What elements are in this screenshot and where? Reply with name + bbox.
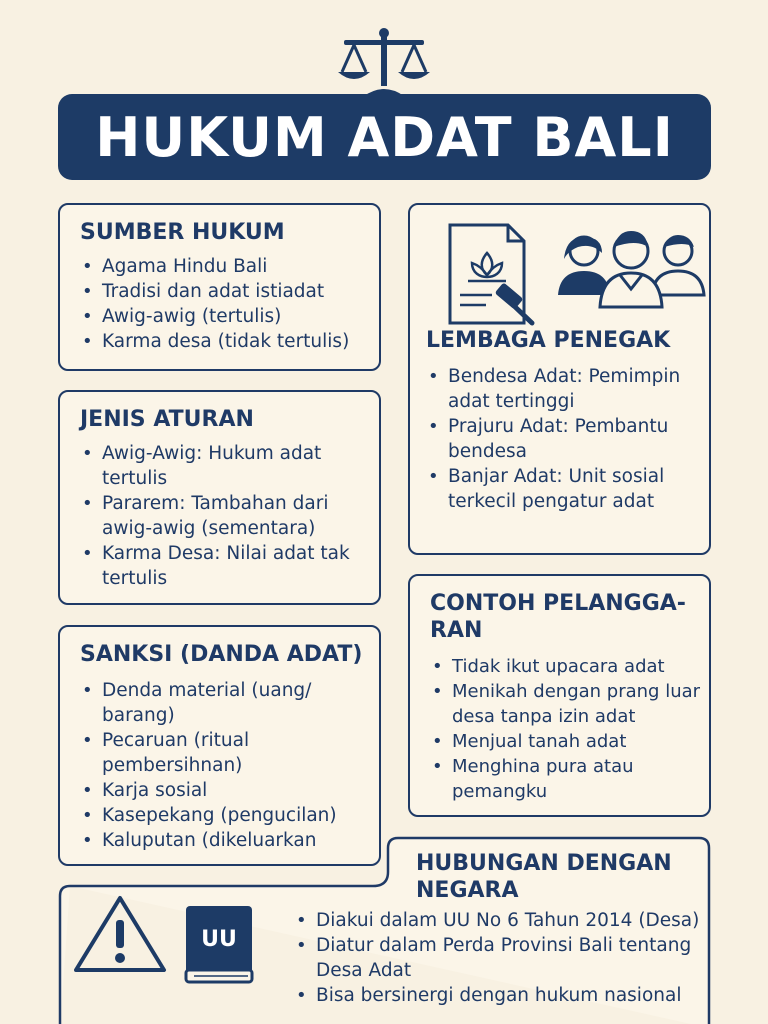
list-item: • Pecaruan (ritual pembersihnan) [80,728,369,778]
lembaga-list [426,364,699,514]
list-item: • Karma Desa: Nilai adat tak tertulis [80,541,363,591]
hubungan-heading: HUBUNGAN DENGAN NEGARA [416,851,672,903]
balance-scale-icon [334,24,434,96]
list-item: • Prajuru Adat: Pembantu bendesa [426,414,699,464]
lembaga-heading: LEMBAGA PENEGAK [426,328,671,353]
list-item: • Kasepekang (pengucilan) [80,803,369,828]
list-item: • Diatur dalam Perda Provinsi Bali tentang Desa Adat [294,933,704,983]
jenis-aturan-card [58,390,381,605]
list-item: • Karma desa (tidak tertulis) [80,329,363,354]
contoh-pelanggaran-card [408,574,711,817]
list-item: • Tidak ikut upacara adat [430,654,701,679]
warning-triangle-icon [72,894,168,974]
list-item: • Diakui dalam UU No 6 Tahun 2014 (Desa) [294,908,704,933]
jenis-list [80,441,363,591]
list-item: • Banjar Adat: Unit sosial terkecil pengatur adat [426,464,699,514]
law-book-icon [182,904,258,990]
list-item: • Awig-Awig: Hukum adat tertulis [80,441,363,491]
list-item: • Pararem: Tambahan dari awig-awig (sementara) [80,491,363,541]
list-item: • Agama Hindu Bali [80,254,363,279]
contoh-list [430,654,701,804]
hubungan-list [294,908,704,1008]
lembaga-illustration [426,205,699,327]
hubungan-negara-card [58,836,711,1024]
jenis-heading: JENIS ATURAN [80,407,254,432]
list-item: • Menikah dengan prang luar desa tanpa izin adat [430,679,701,729]
list-item: • Awig-awig (tertulis) [80,304,363,329]
sanksi-list [80,678,369,853]
list-item: • Kaluputan (dikeluarkan [80,828,369,853]
sanksi-card [58,625,381,866]
sumber-list [80,254,363,354]
contoh-heading: CONTOH PELANGGA-RAN [430,591,686,643]
list-item: • Denda material (uang/ barang) [80,678,369,728]
page-title: HUKUM ADAT BALI [95,105,674,169]
title-banner [58,94,711,180]
lembaga-penegak-card [408,203,711,555]
sumber-heading: SUMBER HUKUM [80,220,285,245]
list-item: • Menghina pura atau pemangku [430,754,701,804]
list-item: • Menjual tanah adat [430,729,701,754]
document-gavel-icon [436,219,546,329]
sanksi-heading: SANKSI (DANDA ADAT) [80,642,363,667]
sumber-hukum-card [58,203,381,371]
list-item: • Bendesa Adat: Pemimpin adat tertinggi [426,364,699,414]
people-group-icon [556,229,706,319]
book-label: UU [201,927,237,952]
list-item: • Karja sosial [80,778,369,803]
list-item: • Tradisi dan adat istiadat [80,279,363,304]
list-item: • Bisa bersinergi dengan hukum nasional [294,983,704,1008]
